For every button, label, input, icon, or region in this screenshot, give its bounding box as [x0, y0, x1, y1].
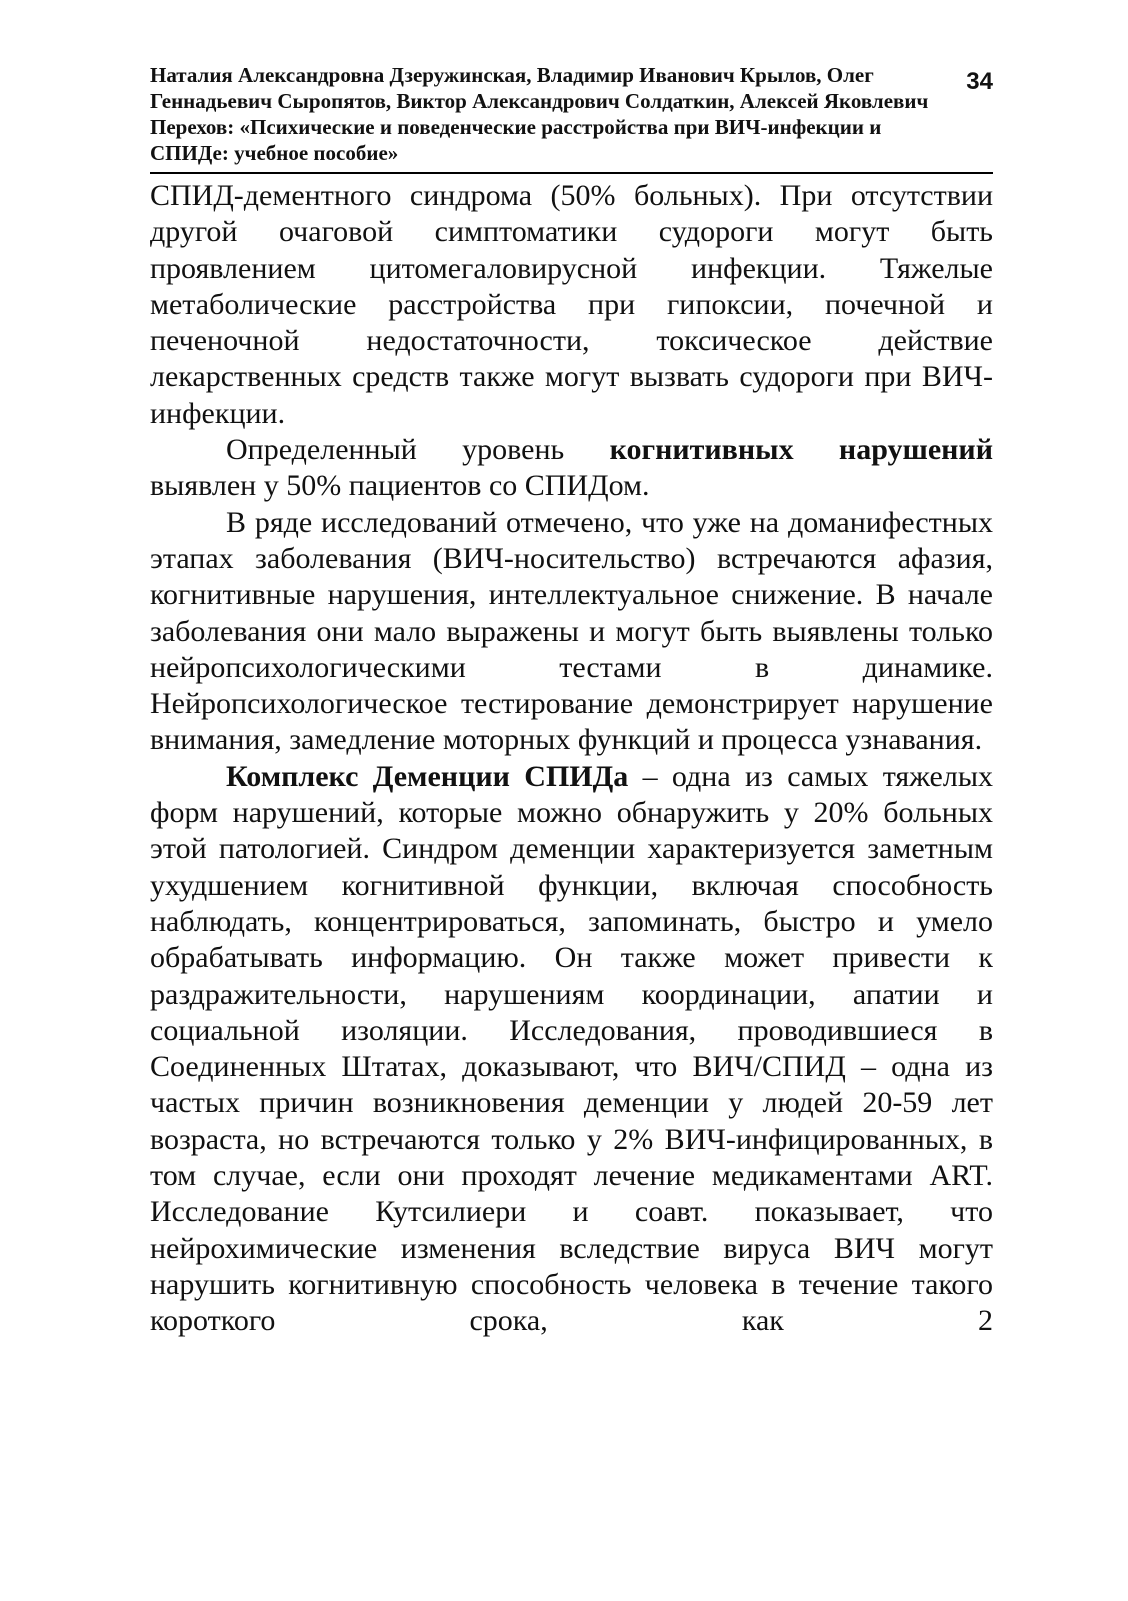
paragraph-studies: В ряде исследований отмечено, что уже на доманифестных этапах заболевания (ВИЧ-носительство) встречаются афазия, когнитивные нарушения, интеллектуальное снижение. В начале заболевания они мало выражены и могут быть выявлены только нейропсихологическими тестами в динамике. Нейропсихологическое тестирование демонстрирует нарушение внимания, замедление моторных функций и процесса узнавания. [150, 505, 993, 757]
paragraph-text: выявлен у 50% пациентов со СПИДом. [150, 469, 650, 503]
bold-term: Комплекс Деменции СПИДа [226, 759, 629, 793]
paragraph-seizures: СПИД-дементного синдрома (50% больных). При отсутствии другой очаговой симптоматики судороги могут быть проявлением цитомегаловирусной инфекции. Тяжелые метаболические расстройства при гипоксии, почечной и печеночной недостаточности, токсическое действие лекарственных средств также могут вызвать судороги при ВИЧ-инфекции. [150, 179, 993, 430]
paragraph-text: – одна из самых тяжелых форм нарушений, которые можно обнаружить у 20% больных этой патологией. Синдром деменции характеризуется заметным ухудшением когнитивной функции, включая способность наблюдать, концентрироваться, запоминать, быстро и умело обрабатывать информацию. Он также может привести к раздражительности, нарушениям координации, апатии и социальной изоляции. Исследования, проводившиеся в Соединенных Штатах, доказывают, что ВИЧ/СПИД – одна из частых причин возникновения деменции у людей 20-59 лет возраста, но встречаются только у 2% ВИЧ-инфицированных, в том случае, если они проходят лечение медикаментами ART. Исследование Кутсилиери и соавт. показывает, что нейрохимические изменения вследствие вируса ВИЧ могут нарушить когнитивную способность человека в течение такого короткого срока, как 2 [150, 759, 993, 1338]
body-text [150, 178, 993, 1340]
paragraph-text: Определенный уровень [226, 433, 610, 467]
document-page [150, 62, 993, 1340]
running-header [150, 62, 993, 174]
bold-term: когнитивных нарушений [609, 433, 993, 467]
paragraph-dementia-complex [150, 759, 993, 1340]
header-title: Наталия Александровна Дзеружинская, Владимир Иванович Крылов, Олег Геннадьевич Сыропятов, Виктор Александрович Солдаткин, Алексей Яковлевич Перехов: «Психические и поведенческие расстройства при ВИЧ-инфекции и СПИДе: учебное пособие» [150, 63, 929, 165]
paragraph-cognitive-impairment [150, 432, 993, 505]
page-number: 34 [966, 68, 993, 95]
